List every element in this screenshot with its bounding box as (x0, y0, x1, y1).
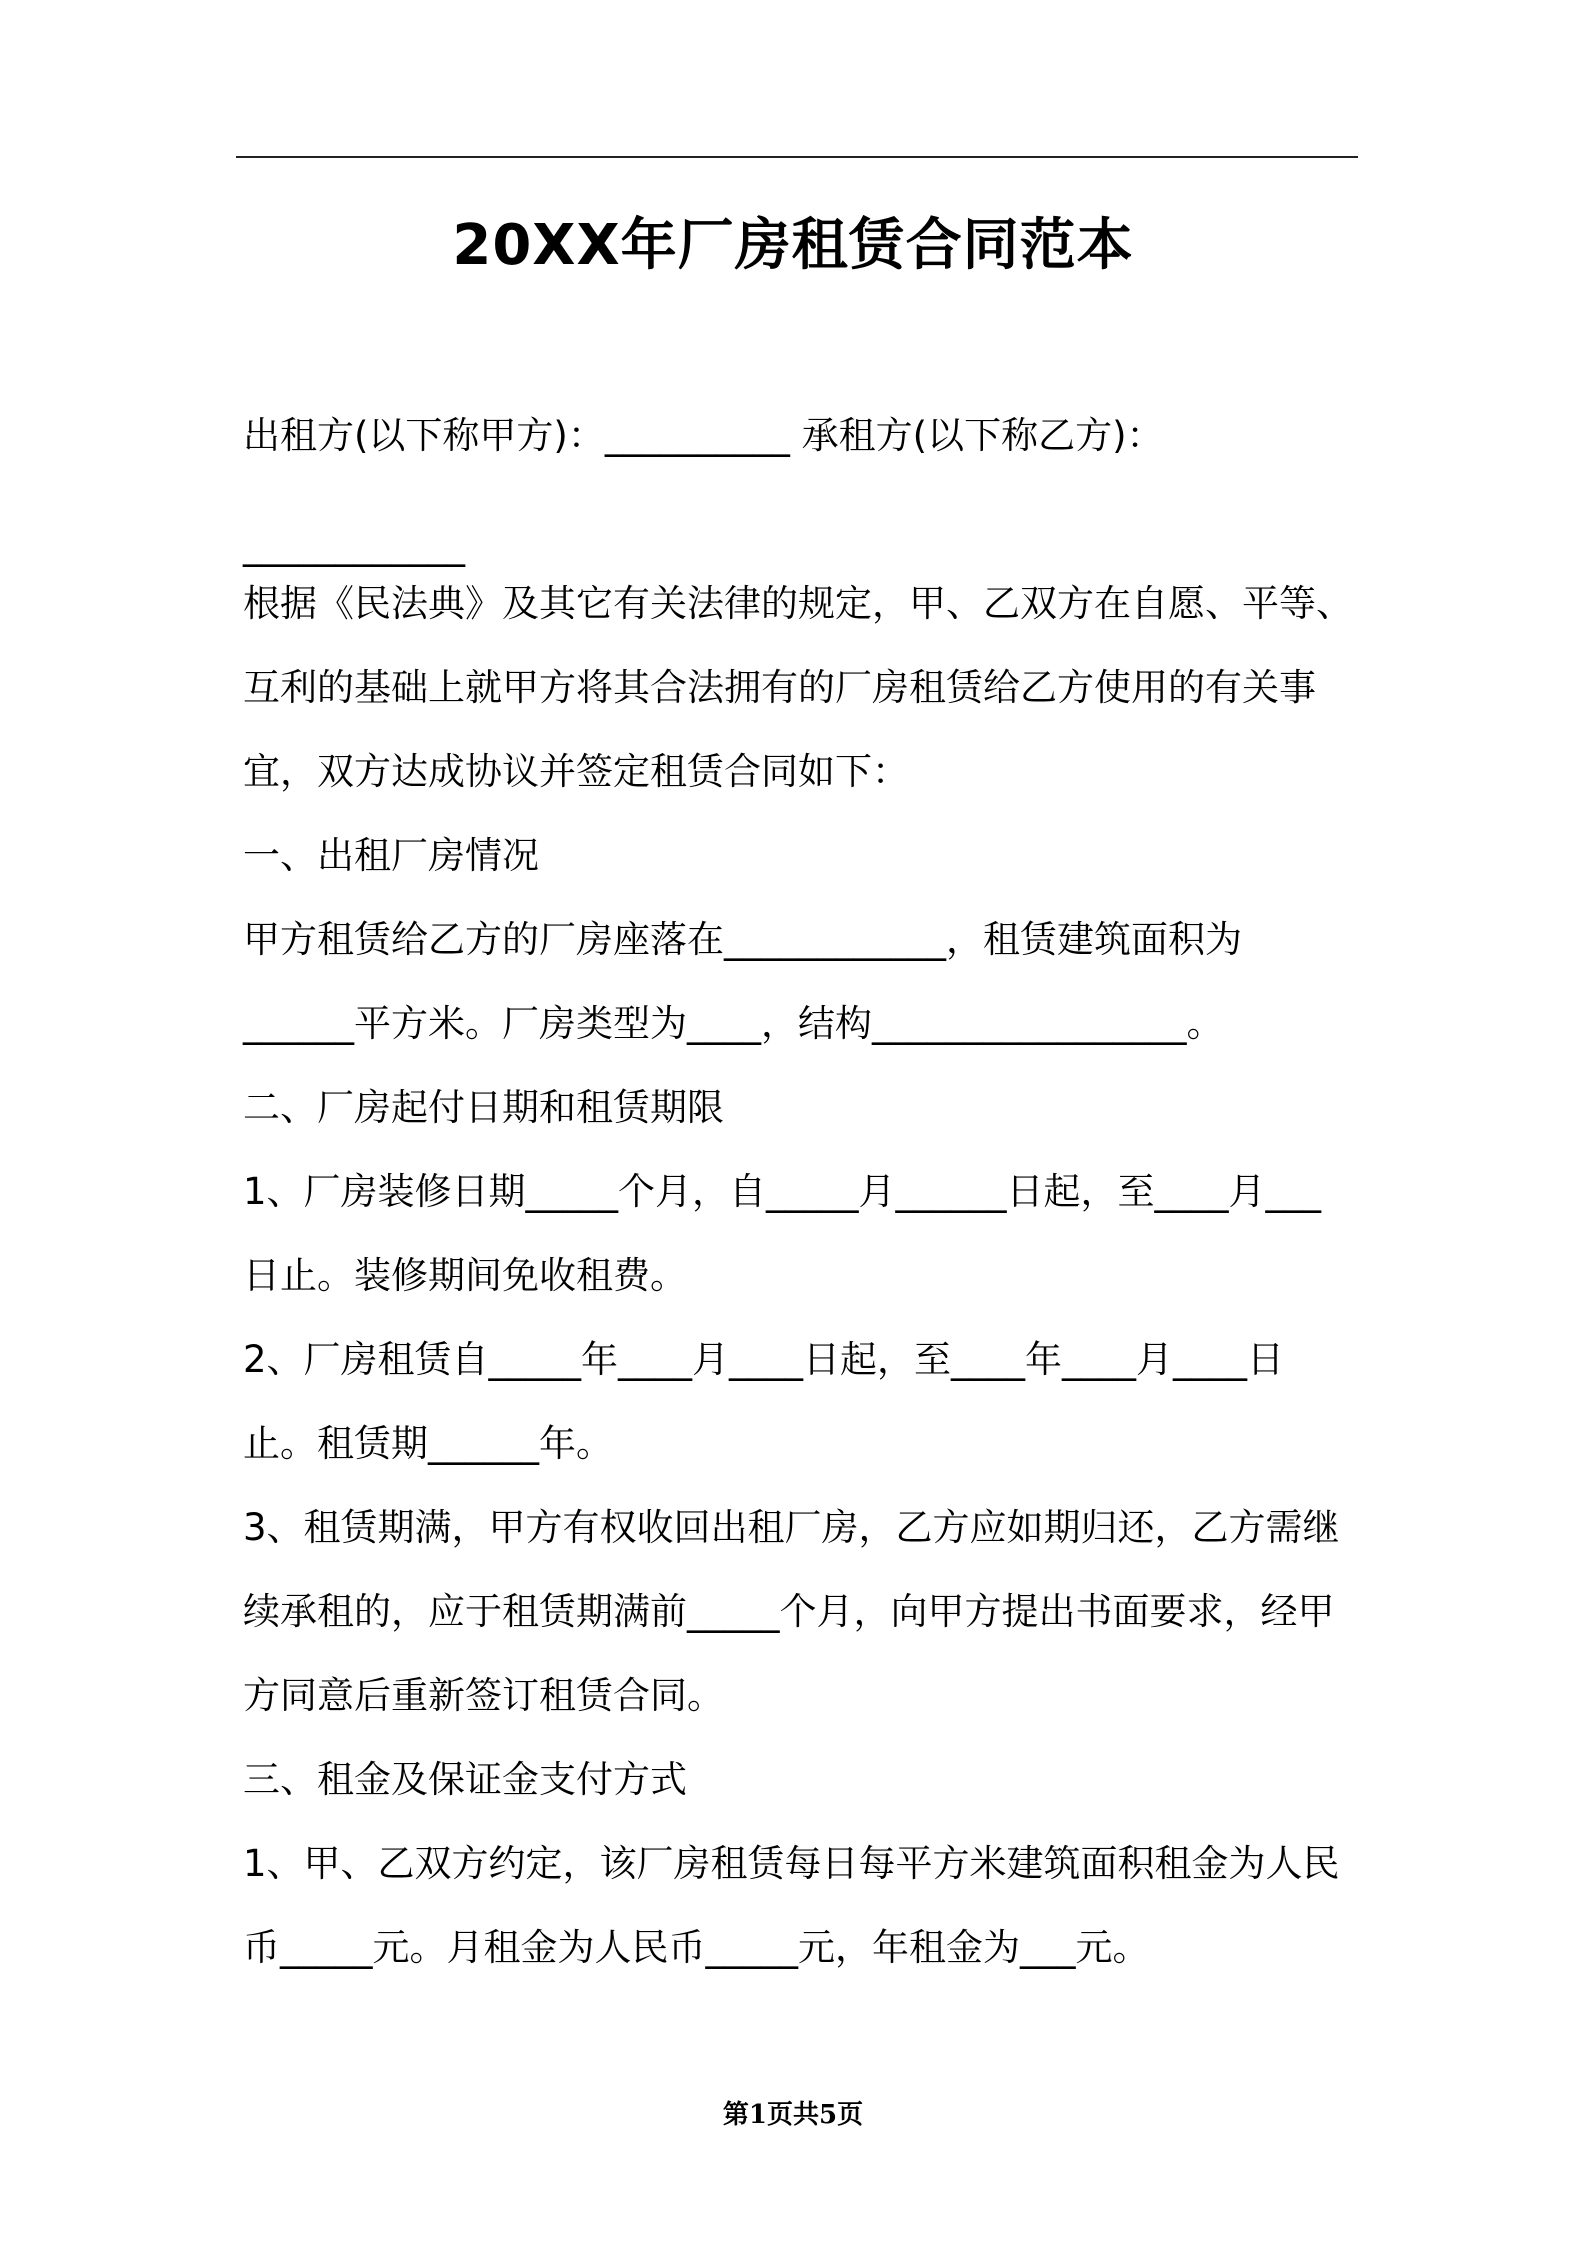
text-line: 1、厂房装修日期_____个月，自_____月______日起，至____月___ (243, 1170, 1322, 1213)
page-number: 第1页共5页 (722, 2100, 864, 2130)
text-line: 甲方租赁给乙方的厂房座落在____________，租赁建筑面积为 (243, 918, 1242, 961)
text-line: 续承租的，应于租赁期满前_____个月，向甲方提出书面要求，经甲 (243, 1590, 1335, 1633)
text-line: 互利的基础上就甲方将其合法拥有的厂房租赁给乙方使用的有关事 (243, 666, 1316, 709)
text-line: ______平方米。厂房类型为____，结构_________________。 (243, 1002, 1224, 1045)
section-heading: 三、租金及保证金支付方式 (243, 1758, 687, 1801)
text-line: 3、租赁期满，甲方有权收回出租厂房，乙方应如期归还，乙方需继 (243, 1506, 1340, 1549)
text-line: 币_____元。月租金为人民币_____元，年租金为___元。 (243, 1926, 1150, 1969)
text-line: 方同意后重新签订租赁合同。 (243, 1674, 724, 1717)
text-line: 宜，双方达成协议并签定租赁合同如下： (243, 750, 909, 793)
section-heading: 二、厂房起付日期和租赁期限 (243, 1086, 724, 1129)
document-title: 20XX年厂房租赁合同范本 (452, 213, 1134, 278)
text-line: 根据《民法典》及其它有关法律的规定，甲、乙双方在自愿、平等、 (243, 582, 1353, 625)
text-line: 止。租赁期______年。 (243, 1422, 613, 1465)
text-line: 出租方(以下称甲方)：__________ 承租方(以下称乙方)： (243, 414, 1164, 457)
text-line: 日止。装修期间免收租费。 (243, 1254, 687, 1297)
header-rule (236, 156, 1358, 158)
text-line: ____________ (243, 524, 465, 567)
text-line: 2、厂房租赁自_____年____月____日起，至____年____月____日 (243, 1338, 1285, 1381)
text-line: 1、甲、乙双方约定，该厂房租赁每日每平方米建筑面积租金为人民 (243, 1842, 1340, 1885)
section-heading: 一、出租厂房情况 (243, 834, 539, 877)
